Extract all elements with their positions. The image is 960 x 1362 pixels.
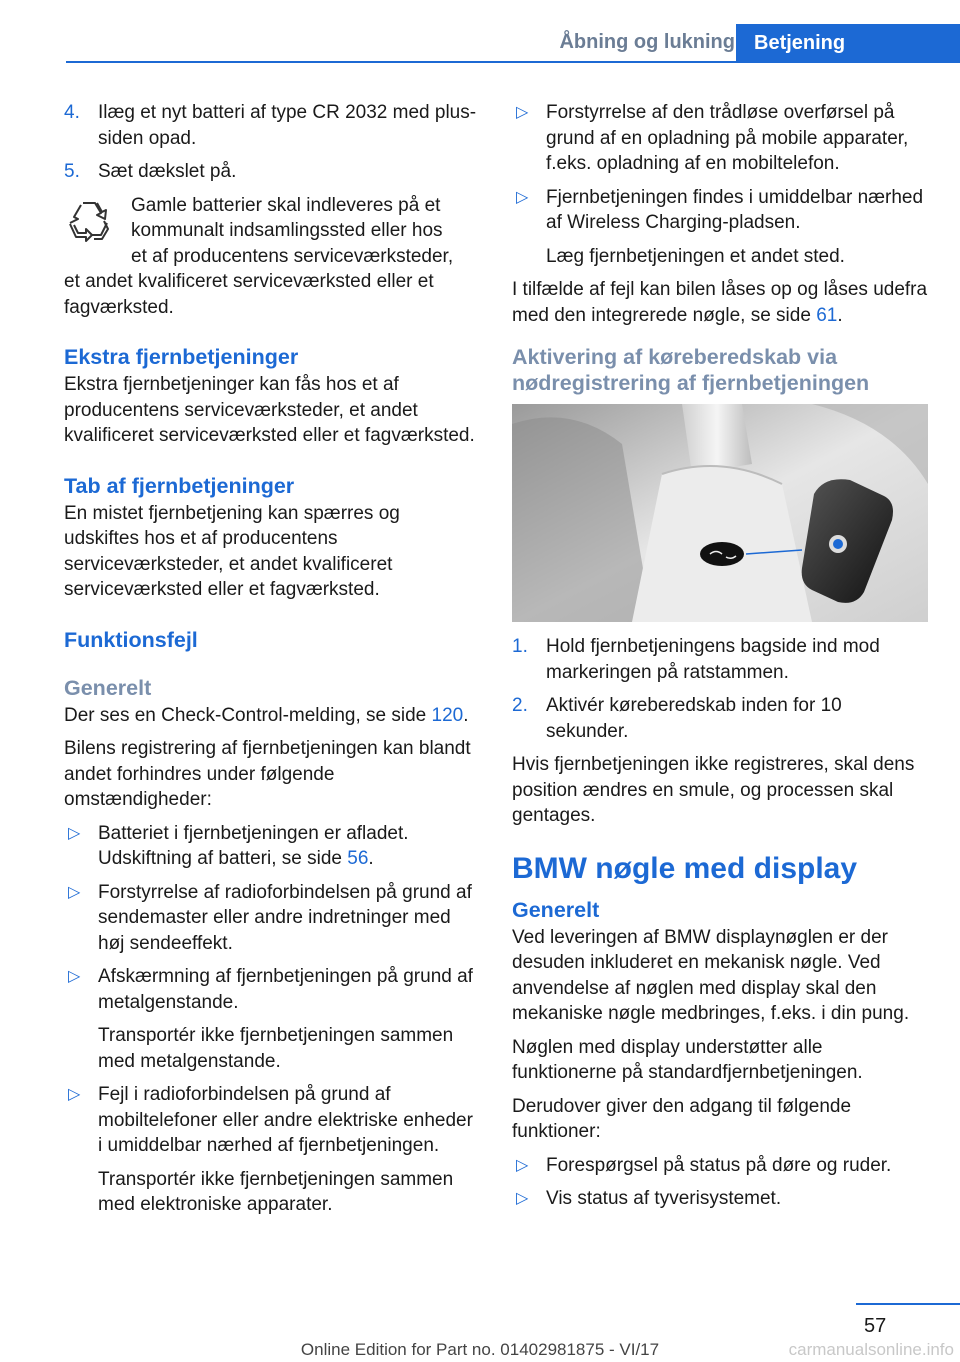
triangle-right-icon: ▷ (516, 1156, 529, 1174)
heading-malfunction: Funktionsfejl (64, 627, 198, 652)
recycle-icon (64, 197, 114, 247)
list-item: ▷ Vis status af tyverisystemet. (512, 1186, 928, 1212)
subheading-general: Generelt (512, 897, 600, 922)
paragraph: Ved leveringen af BMW displaynøglen er der desuden inkluderet en mekanisk nøgle. Ved anvendelse af nøglen med display skal den mekaniske nøgle medbringes, f.eks. i din pung. (512, 926, 910, 1024)
triangle-right-icon: ▷ (516, 188, 529, 206)
paragraph: I tilfælde af fejl kan bilen låses op og låses udefra med den integrerede nøgle, se side 61. (512, 279, 928, 326)
triangle-right-icon: ▷ (68, 883, 81, 901)
page-header (0, 0, 960, 62)
section-tab: Åbning og lukning (559, 31, 735, 53)
watermark: carmanualsonline.info (788, 1340, 954, 1359)
right-column (512, 100, 928, 1220)
paragraph: En mistet fjernbetjening kan spærres og udskiftes hos et af producentens serviceværksteder, et andet kvalificeret serviceværksted eller et fagværksted. (64, 502, 400, 600)
page-number: 57 (864, 1315, 887, 1337)
step-number: 2. (512, 695, 528, 716)
list-item: ▷ Batteriet i fjernbetjeningen er afladet. Udskiftning af batteri, se side 56. (68, 822, 409, 869)
heading-lost-remotes: Tab af fjernbetjeninger (64, 473, 295, 498)
chapter-tab: Betjening (736, 24, 960, 62)
note-line: Gamle batterier skal indleveres på et (131, 194, 441, 216)
list-item (512, 693, 928, 744)
triangle-right-icon: ▷ (516, 104, 529, 121)
heading-extra-remotes: Ekstra fjernbetjeninger (64, 345, 299, 369)
paragraph: Der ses en Check-Control-melding, se side 120. (64, 704, 469, 726)
list-item: ▷ Fjernbetjeningen findes i umiddelbar nærhed af Wireless Charging-pladsen. (516, 186, 924, 233)
step-number: 1. (512, 636, 528, 657)
recycling-note (64, 193, 478, 321)
triangle-right-icon: ▷ (516, 1190, 529, 1207)
paragraph: Hvis fjernbetjeningen ikke registreres, skal dens position ændres en smule, og processen skal gentages. (512, 754, 915, 826)
footer-rule (856, 1303, 960, 1305)
steering-column-key-illustration (512, 404, 928, 622)
paragraph: Nøglen med display understøtter alle funktionerne på standardfjernbetjeningen. (512, 1036, 863, 1083)
step-text: Hold fjernbetjeningens bagside ind mod markeringen på ratstammen. (546, 636, 880, 683)
page-link[interactable]: 56 (347, 848, 369, 869)
list-item (512, 634, 928, 685)
step-text: Aktivér køreberedskab inden for 10 sekunder. (546, 695, 842, 742)
list-item (64, 159, 478, 185)
list-item: ▷ Forstyrrelse af den trådløse overførsel på grund af en opladning på mobile apparater, f.eks. opladning af en mobiltelefon. (516, 102, 909, 174)
step-number: 5. (64, 161, 80, 182)
bullet-detail: Transportér ikke fjernbetjeningen sammen med metalgenstande. (98, 1025, 454, 1072)
step-text: Sæt dækslet på. (98, 161, 237, 182)
header-rule (66, 61, 960, 63)
list-item (64, 100, 478, 151)
list-item: ▷ Fejl i radioforbindelsen på grund af mobiltelefoner eller andre elektriske enheder i umiddelbar nærhed af fjernbetjeningen. (68, 1084, 473, 1156)
left-column (64, 100, 478, 1226)
bullet-detail: Transportér ikke fjernbetjeningen sammen med elektroniske apparater. (98, 1168, 454, 1215)
triangle-right-icon: ▷ (68, 824, 81, 842)
note-line: et af producentens serviceværksteder, (131, 245, 454, 267)
edition-text: Online Edition for Part no. 01402981875 - VI/17 (300, 1340, 660, 1359)
heading-emergency-activation: Aktivering af køreberedskab via nødregistrering af fjernbetjeningen (512, 345, 870, 395)
list-item: ▷ Afskærmning af fjernbetjeningen på grund af metalgenstande. (68, 966, 473, 1013)
list-item: ▷ Forespørgsel på status på døre og ruder. (512, 1153, 928, 1179)
step-text: Ilæg et nyt batteri af type CR 2032 med plus-siden opad. (98, 102, 477, 149)
subheading-general: Generelt (64, 675, 152, 700)
paragraph: Ekstra fjernbetjeninger kan fås hos et af producentens serviceværksteder, et andet kvalificeret serviceværksted eller et fagværksted. (64, 374, 475, 446)
heading-display-key: BMW nøgle med display (512, 851, 858, 885)
triangle-right-icon: ▷ (68, 1086, 81, 1103)
step-number: 4. (64, 102, 80, 123)
bullet-detail: Læg fjernbetjeningen et andet sted. (546, 245, 845, 267)
page-link[interactable]: 61 (816, 304, 838, 326)
triangle-right-icon: ▷ (68, 968, 81, 985)
page-link[interactable]: 120 (431, 704, 464, 726)
paragraph: Derudover giver den adgang til følgende funktioner: (512, 1095, 852, 1142)
paragraph: Bilens registrering af fjernbetjeningen kan blandt andet forhindres under følgende omstændigheder: (64, 738, 471, 810)
list-item: ▷ Forstyrrelse af radioforbindelsen på grund af sendemaster eller andre indretninger med høj sendeeffekt. (68, 881, 472, 954)
note-tail: et andet kvalificeret serviceværksted eller et fagværksted. (64, 271, 434, 318)
note-line: kommunalt indsamlingssted eller hos (131, 220, 443, 241)
